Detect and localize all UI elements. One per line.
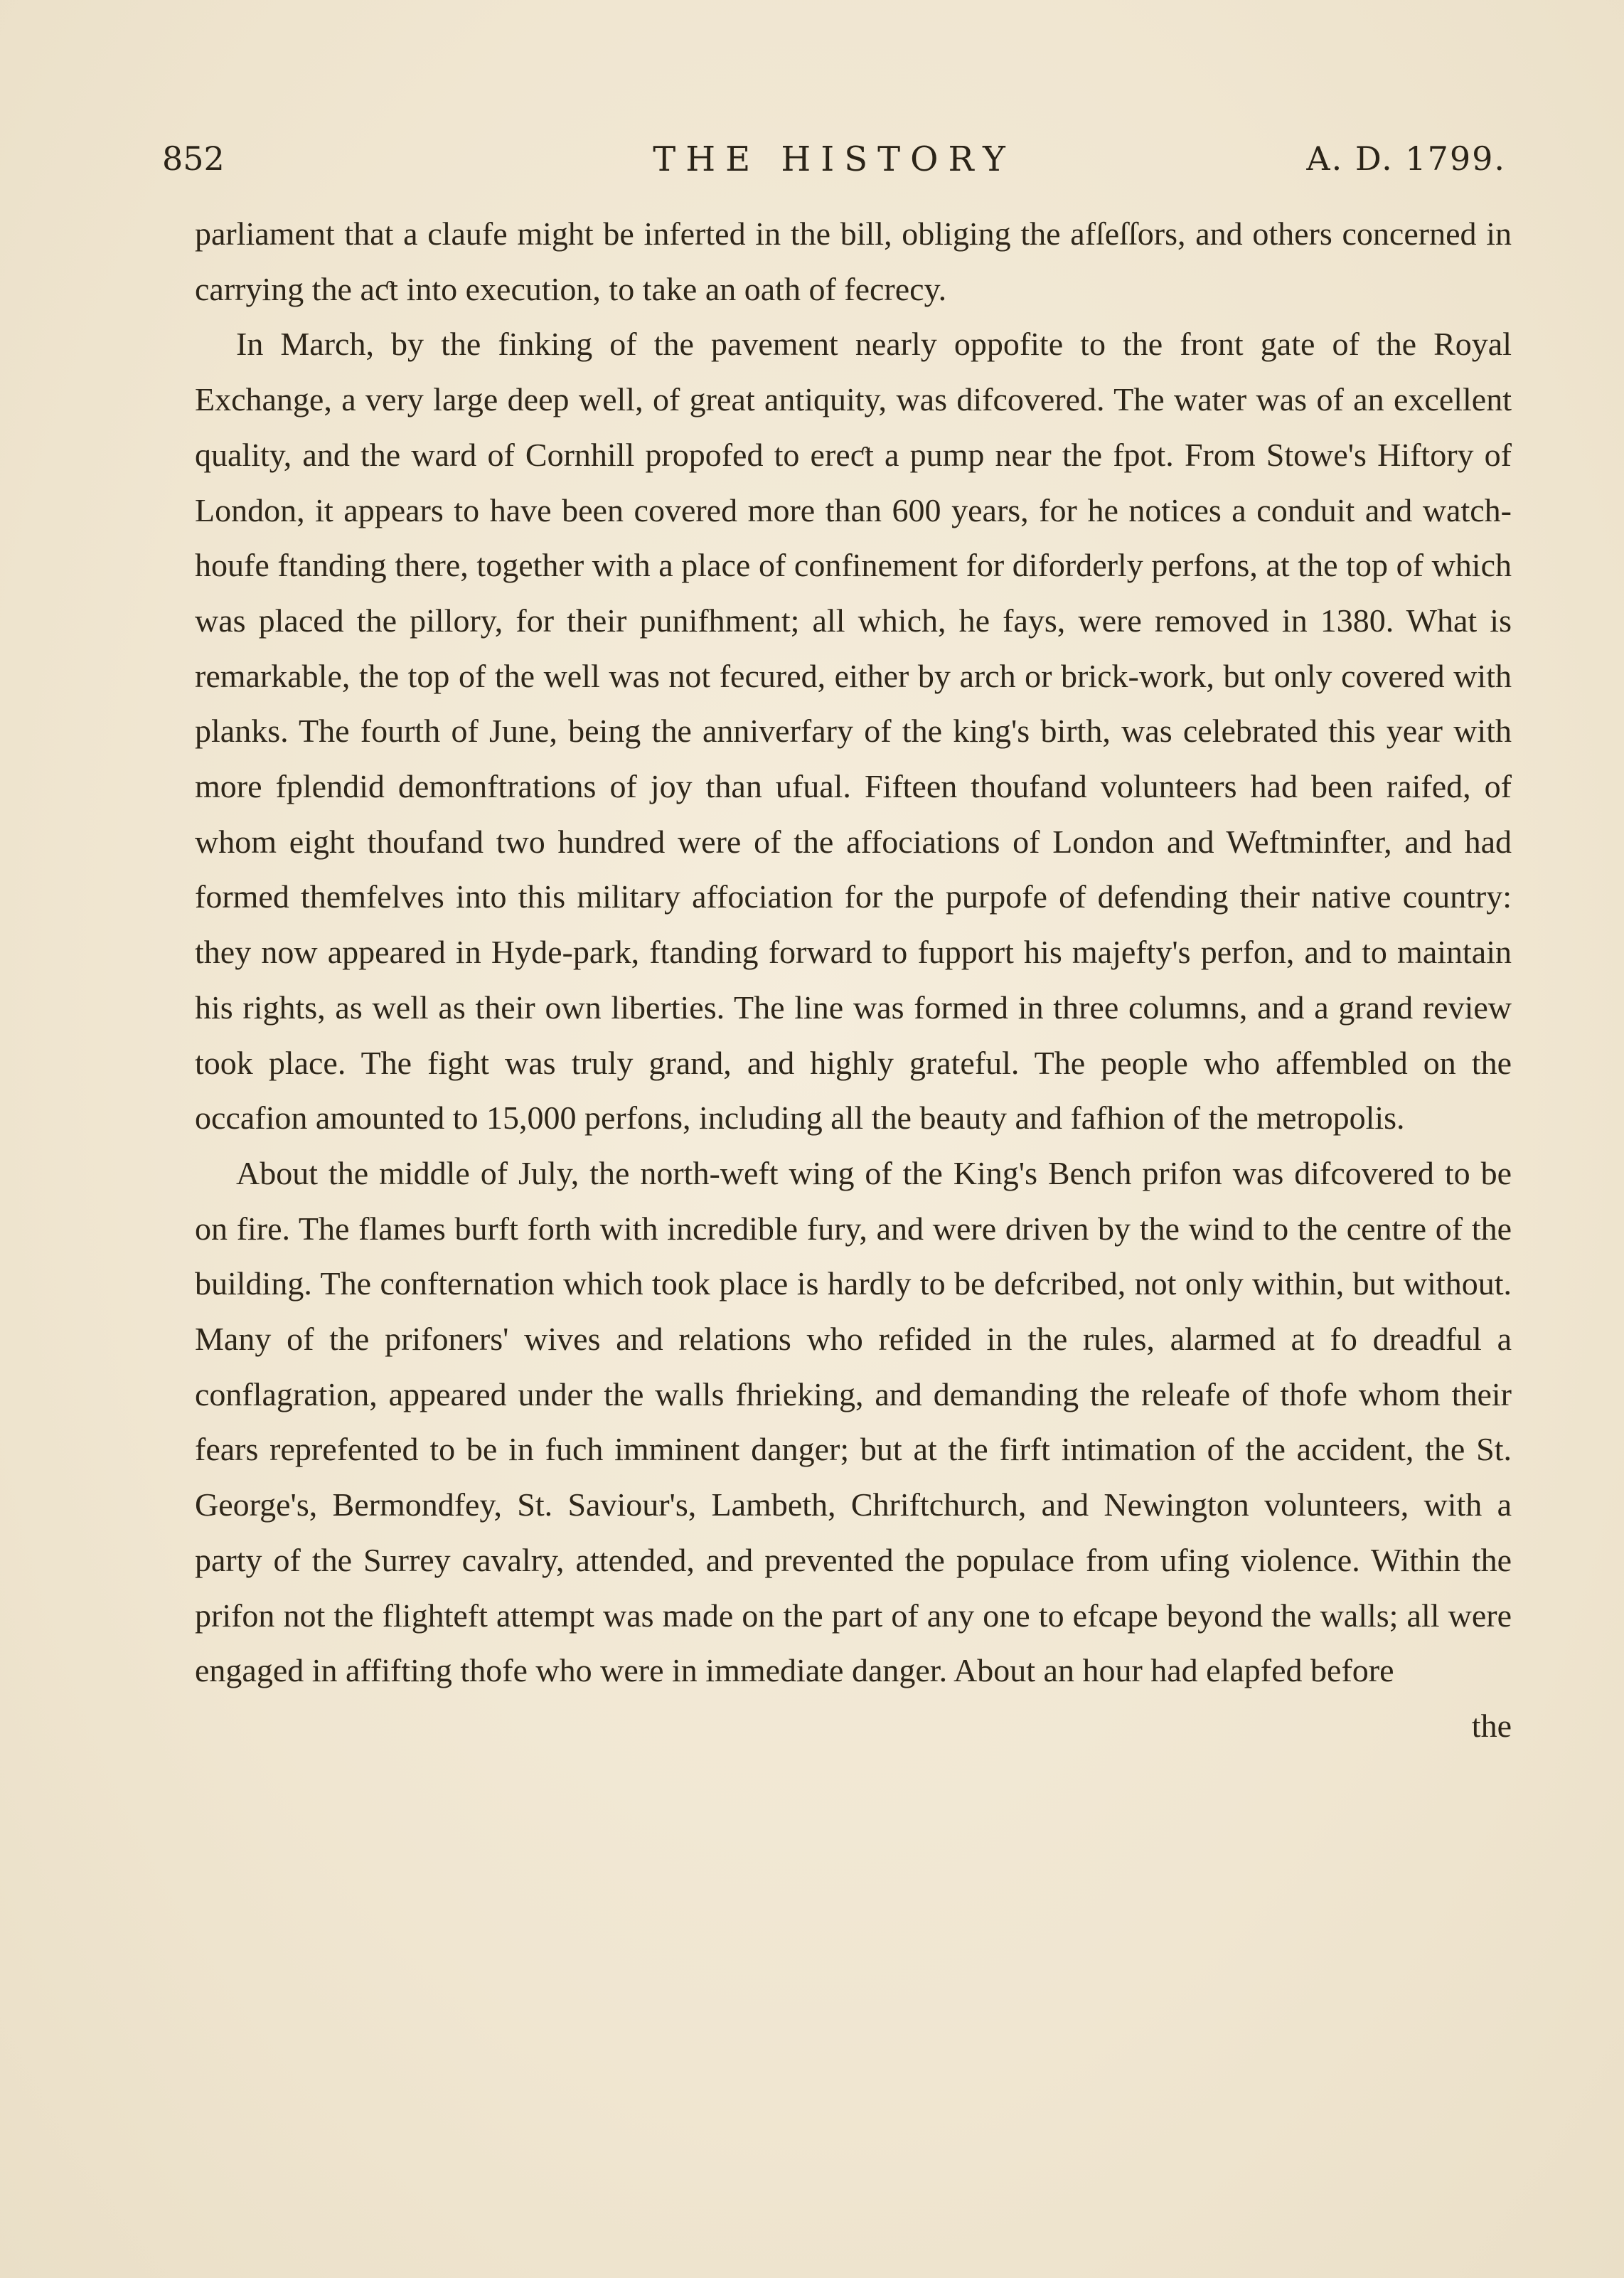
page-header (162, 139, 1506, 189)
catchword-line (195, 1698, 1512, 1754)
body-text (195, 206, 1512, 1754)
running-title: THE HISTORY (653, 139, 1015, 179)
year-tag: A. D. 1799. (1306, 139, 1506, 178)
page-number: 852 (162, 139, 225, 178)
catchword: the (1471, 1707, 1512, 1744)
paragraph-kings-bench-fire: About the middle of July, the north-weft wing of the King's Bench prifon was difcovered to be on fire. The flames burft forth with incredible fury, and were driven by the wind to the centre of the building. The confternation which took place is hardly to be defcribed, not only within, but without. Many of the prifoners' wives and relations who refided in the rules, alarmed at fo dreadful a conflagration, appeared under the walls fhrieking, and demanding the releafe of thofe whom their fears reprefented to be in fuch imminent danger; but at the firft intimation of the accident, the St. George's, Bermondfey, St. Saviour's, Lambeth, Chriftchurch, and Newington volunteers, with a party of the Surrey cavalry, attended, and prevented the populace from ufing violence. Within the prifon not the flighteft attempt was made on the part of any one to efcape beyond the walls; all were engaged in affifting thofe who were in immediate danger. About an hour had elapfed before (195, 1154, 1512, 1689)
paragraph-continuation: parliament that a claufe might be inferted in the bill, obliging the afſeſſors, and others concerned in carrying the aƈt into execution, to take an oath of fecrecy. (195, 215, 1512, 307)
paragraph-well-discovery: In March, by the finking of the pavement nearly oppofite to the front gate of the Royal Exchange, a very large deep well, of great antiquity, was difcovered. The water was of an excellent quality, and the ward of Cornhill propofed to ereƈt a pump near the fpot. From Stowe's Hiftory of London, it appears to have been covered more than 600 years, for he notices a conduit and watch-houfe ftanding there, together with a place of confinement for diforderly perfons, at the top of which was placed the pillory, for their punifhment; all which, he fays, were removed in 1380. What is remarkable, the top of the well was not fecured, either by arch or brick-work, but only covered with planks. The fourth of June, being the anniverfary of the king's birth, was celebrated this year with more fplendid demonftrations of joy than ufual. Fifteen thoufand volunteers had been raifed, of whom eight thoufand two hundred were of the affociations of London and Weftminfter, and had formed themfelves into this military affociation for the purpofe of defending their native country: they now appeared in Hyde-park, ftanding forward to fupport his majefty's perfon, and to maintain his rights, as well as their own liberties. The line was formed in three columns, and a grand review took place. The fight was truly grand, and highly grateful. The people who affembled on the occafion amounted to 15,000 perfons, including all the beauty and fafhion of the metropolis. (195, 326, 1512, 1137)
